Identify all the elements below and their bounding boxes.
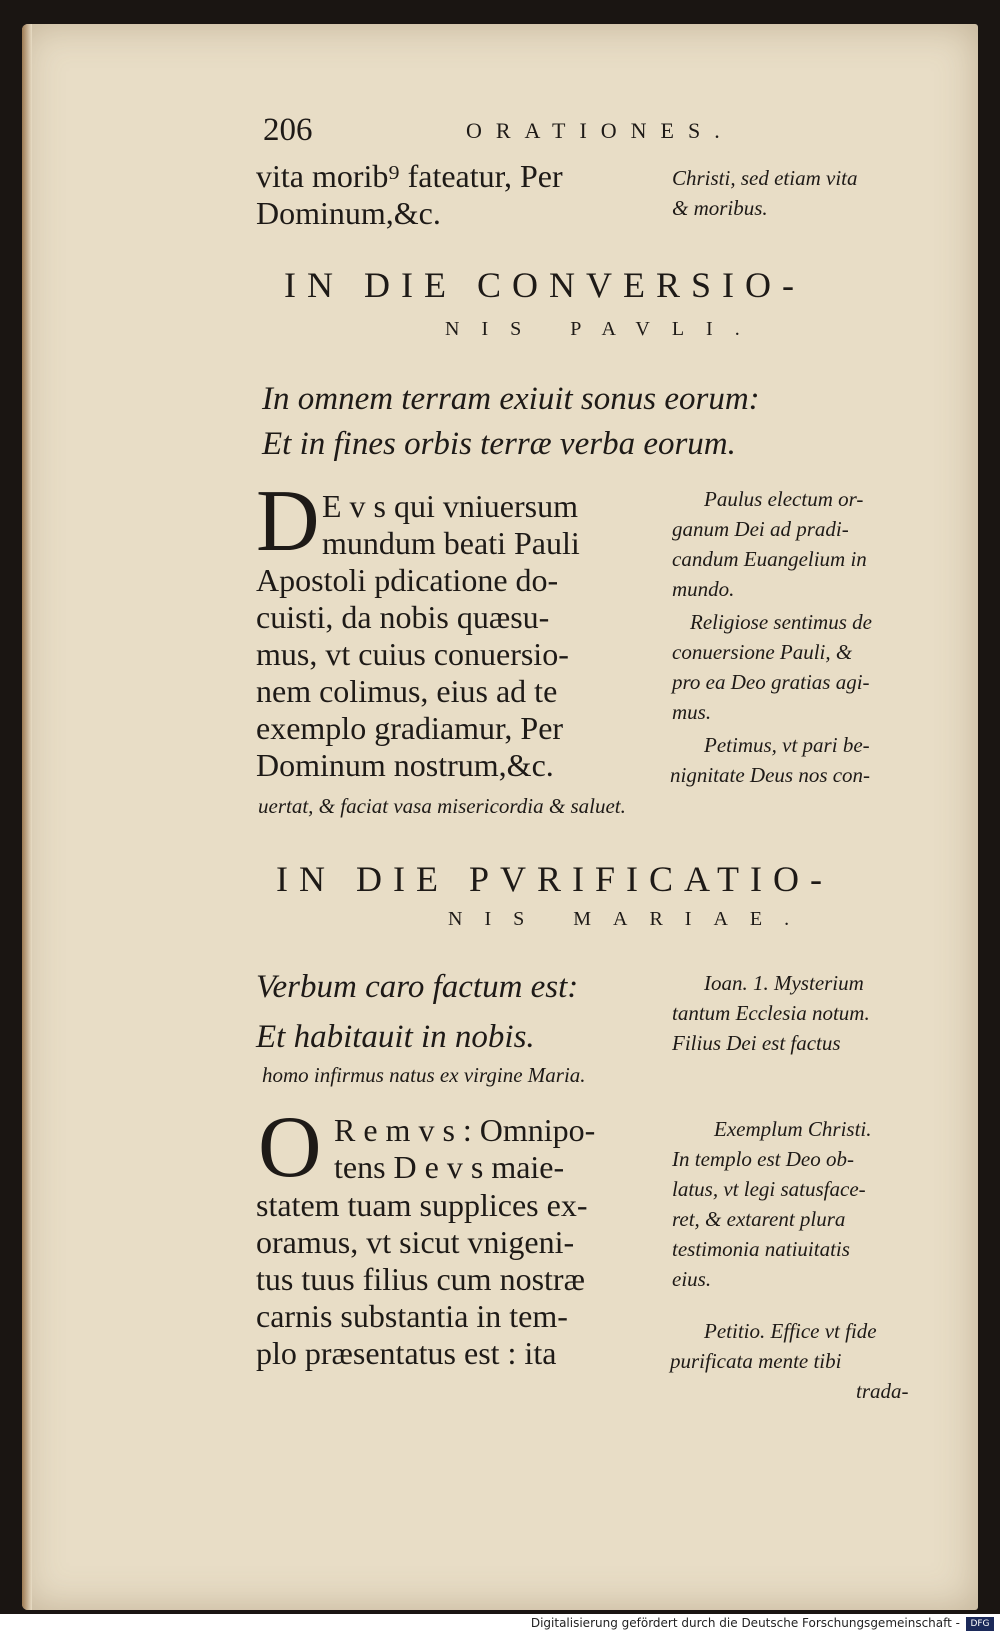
section2-note-1: Exemplum Christi.	[714, 1117, 872, 1141]
section1-note-10: nignitate Deus nos con-	[670, 763, 871, 787]
section2-note-4: ret, & extarent plura	[672, 1207, 846, 1231]
section1-body-line6: nem colimus, eius ad te	[256, 673, 558, 709]
section1-heading-line1: IN DIE CONVERSIO-	[284, 265, 805, 305]
section1-note-7: pro ea Deo gratias agi-	[672, 670, 870, 694]
section2-heading-line2: NIS MARIAE.	[448, 908, 812, 930]
page-number: 206	[263, 112, 313, 148]
section2-verse-note-1: Ioan. 1. Mysterium	[704, 971, 864, 995]
section1-note-5: Religiose sentimus de	[690, 610, 872, 634]
section2-note-5: testimonia natiuitatis	[672, 1237, 850, 1261]
section1-verse-line2: Et in fines orbis terræ verba eorum.	[262, 426, 736, 462]
section1-note-3: candum Euangelium in	[672, 547, 867, 571]
section2-dropcap: O	[258, 1099, 322, 1196]
page-edge	[22, 24, 32, 1610]
section2-body-line3: statem tuam supplices ex-	[256, 1187, 588, 1223]
section1-body-line8: Dominum nostrum,&c.	[256, 747, 554, 783]
section2-body-line1: R e m v s : Omnipo-	[334, 1112, 596, 1148]
section1-note-1: Paulus electum or-	[704, 487, 864, 511]
section1-verse-line1: In omnem terram exiuit sonus eorum:	[262, 381, 760, 417]
section1-body-line4: cuisti, da nobis quæsu-	[256, 599, 550, 635]
top-note-2: & moribus.	[672, 196, 768, 220]
top-note-1: Christi, sed etiam vita	[672, 166, 858, 190]
top-line-2: Dominum,&c.	[256, 195, 441, 231]
section2-verse-note-3: Filius Dei est factus	[672, 1031, 841, 1055]
section2-body-line4: oramus, vt sicut vnigeni-	[256, 1224, 575, 1260]
section2-note-2: In templo est Deo ob-	[672, 1147, 854, 1171]
section2-verse-note-tail: homo infirmus natus ex virgine Maria.	[262, 1063, 586, 1087]
section2-body-line6: carnis substantia in tem-	[256, 1298, 568, 1334]
dfg-logo-icon: DFG	[966, 1617, 994, 1631]
section2-note-6: eius.	[672, 1267, 712, 1291]
section1-body-line5: mus, vt cuius conuersio-	[256, 636, 569, 672]
section2-body-line5: tus tuus filius cum nostræ	[256, 1261, 585, 1297]
section1-note-6: conuersione Pauli, &	[672, 640, 853, 664]
digitization-credit: Digitalisierung gefördert durch die Deutsche Forschungsgemeinschaft -	[530, 1616, 960, 1630]
section1-note-9: Petimus, vt pari be-	[704, 733, 870, 757]
section2-note-7: Petitio. Effice vt fide	[704, 1319, 877, 1343]
section1-body-line2: mundum beati Pauli	[322, 525, 580, 561]
section2-verse-line2: Et habitauit in nobis.	[256, 1019, 535, 1055]
top-line-1: vita morib⁹ fateatur, Per	[256, 158, 563, 194]
section1-body-line1: E v s qui vniuersum	[322, 488, 578, 524]
section1-dropcap: D	[256, 473, 320, 570]
section1-note-4: mundo.	[672, 577, 735, 601]
section1-note-8: mus.	[672, 700, 712, 724]
section2-note-9: trada-	[856, 1379, 909, 1403]
section1-body-line3: Apostoli pdicatione do-	[256, 562, 559, 598]
section1-heading-line2: NIS PAVLI.	[445, 318, 762, 340]
running-title: ORATIONES.	[466, 118, 734, 143]
section1-body-line7: exemplo gradiamur, Per	[256, 710, 564, 746]
section2-verse-note-2: tantum Ecclesia notum.	[672, 1001, 870, 1025]
section2-body-line2: tens D e v s maie-	[334, 1149, 565, 1185]
section1-note-tail: uertat, & faciat vasa misericordia & saluet.	[258, 794, 626, 818]
page-header	[263, 112, 953, 152]
section2-note-8: purificata mente tibi	[670, 1349, 842, 1373]
section2-body-line7: plo præsentatus est : ita	[256, 1335, 557, 1371]
digitization-footer	[0, 1614, 1000, 1635]
section2-verse-line1: Verbum caro factum est:	[256, 969, 579, 1005]
section2-note-3: latus, vt legi satusface-	[672, 1177, 866, 1201]
section1-note-2: ganum Dei ad pradi-	[672, 517, 849, 541]
section2-heading-line1: IN DIE PVRIFICATIO-	[276, 859, 833, 899]
